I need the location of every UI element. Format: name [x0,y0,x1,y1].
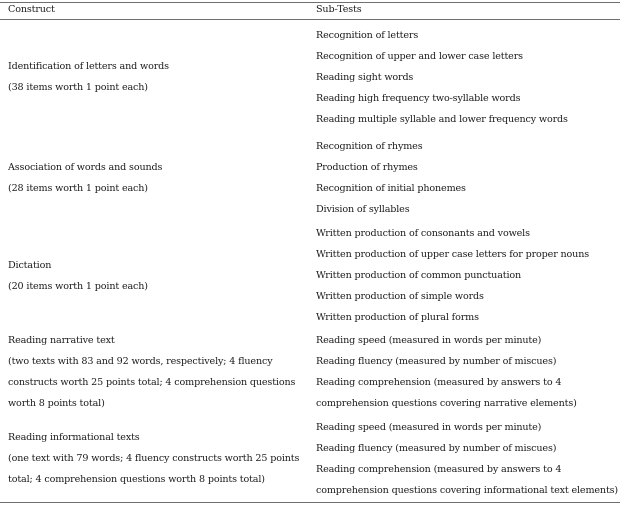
construct-detail: (38 items worth 1 point each) [8,82,148,93]
header-construct: Construct [8,4,55,15]
subtest-item: Recognition of rhymes [316,141,423,152]
subtest-item: Reading fluency (measured by number of miscues) [316,356,557,367]
header-subtests: Sub-Tests [316,4,362,15]
construct-detail: (20 items worth 1 point each) [8,281,148,292]
construct-title: Identification of letters and words [8,61,169,72]
subtest-item: comprehension questions covering narrative elements) [316,398,577,409]
subtest-item: Recognition of initial phonemes [316,183,466,194]
subtest-item: Production of rhymes [316,162,418,173]
subtest-item: Written production of upper case letters for proper nouns [316,249,590,260]
construct-title: Association of words and sounds [8,162,163,173]
subtest-item: Reading speed (measured in words per minute) [316,335,542,346]
subtest-item: Reading comprehension (measured by answers to 4 [316,464,562,475]
table-bottom-rule [0,502,620,503]
subtest-item: Reading speed (measured in words per minute) [316,422,542,433]
table-top-rule [0,2,620,3]
construct-detail: (two texts with 83 and 92 words, respectively; 4 fluency [8,356,273,367]
subtest-item: Recognition of letters [316,30,419,41]
subtest-item: Written production of common punctuation [316,270,522,281]
subtest-item: Reading high frequency two-syllable words [316,93,521,104]
subtest-item: Written production of consonants and vowels [316,228,530,239]
construct-title: Reading narrative text [8,335,115,346]
construct-detail: total; 4 comprehension questions worth 8 points total) [8,474,265,485]
subtest-item: Reading sight words [316,72,414,83]
table-header-rule [0,19,620,20]
construct-detail: (28 items worth 1 point each) [8,183,148,194]
subtest-item: Written production of plural forms [316,312,479,323]
subtest-item: Written production of simple words [316,291,484,302]
subtest-item: Recognition of upper and lower case letters [316,51,523,62]
subtest-item: Reading comprehension (measured by answers to 4 [316,377,562,388]
construct-detail: worth 8 points total) [8,398,105,409]
subtest-item: comprehension questions covering informational text elements) [316,485,619,496]
subtest-item: Division of syllables [316,204,410,215]
subtest-item: Reading fluency (measured by number of miscues) [316,443,557,454]
construct-detail: constructs worth 25 points total; 4 comprehension questions [8,377,296,388]
construct-detail: (one text with 79 words; 4 fluency constructs worth 25 points [8,453,300,464]
construct-title: Dictation [8,260,52,271]
construct-title: Reading informational texts [8,432,140,443]
subtest-item: Reading multiple syllable and lower frequency words [316,114,568,125]
